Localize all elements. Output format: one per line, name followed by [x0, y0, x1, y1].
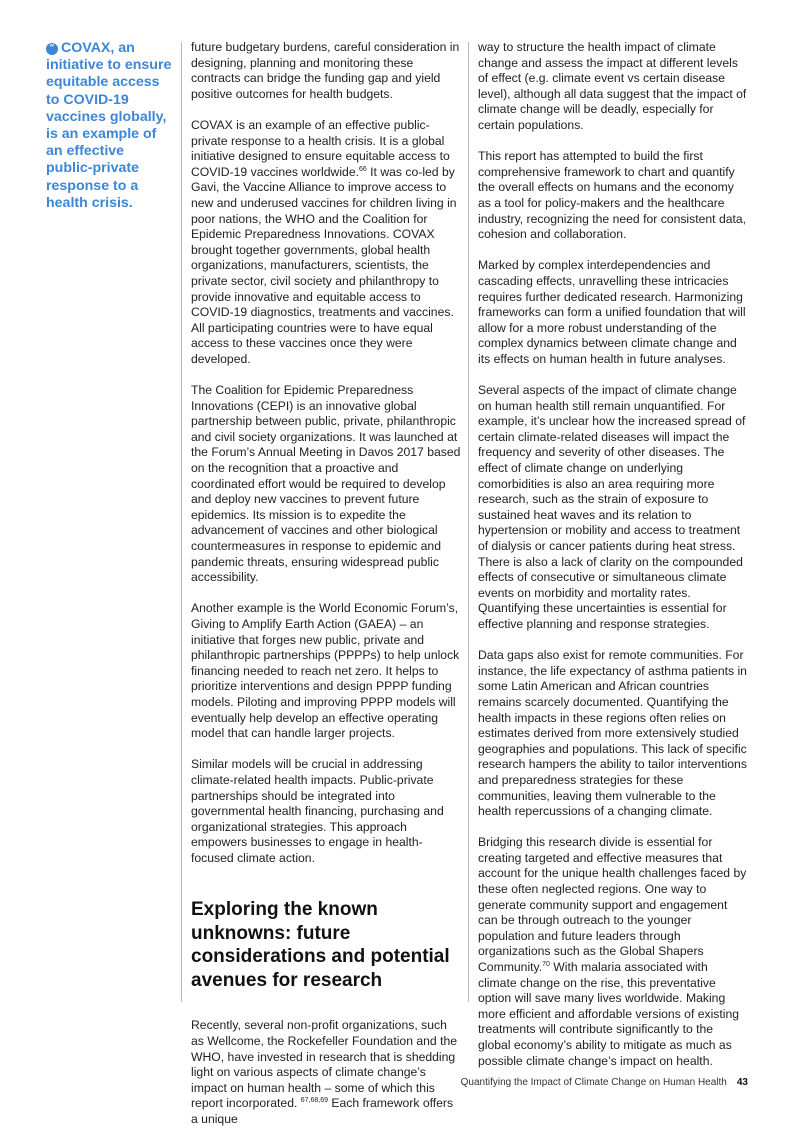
paragraph-text: Each framework offers a unique — [191, 1096, 454, 1127]
paragraph-text: It was co-led by Gavi, the Vaccine Alliance to improve access to new and underused vaccines for children living in poor nations, the WHO and the Coalition for Epidemic Preparedness Innovations. COVAX brought together governments, global health organizations, manufacturers, scientists, the private sector, civil society and philanthropy to provide innovative and equitable access to COVID-19 diagnostics, treatments and vaccines. All participating countries were to have equal access to these vaccines once they were developed. — [191, 164, 457, 366]
pull-quote — [46, 40, 174, 212]
paragraph — [191, 118, 461, 368]
sidebar — [46, 40, 174, 212]
reference-superscript: 67,68,69 — [300, 1097, 328, 1105]
paragraph-text: Recently, several non-profit organizations, such as Wellcome, the Rockefeller Foundation and the WHO, have invested in research that is shedding light on various aspects of climate change’s impact on human health – some of which this report incorporated. — [191, 1018, 458, 1111]
paragraph: Marked by complex interdependencies and cascading effects, unravelling these intricacies requires further dedicated research. Harmonizing frameworks can form a unified foundation that will allow for a more robust understanding of the complex dynamics between climate change and its effects on human health in future analyses. — [478, 258, 746, 366]
footer-title: Quantifying the Impact of Climate Change on Human Health — [460, 1077, 727, 1088]
column-divider-right — [468, 42, 469, 1002]
paragraph: Similar models will be crucial in addressing climate-related health impacts. Public-private partnerships should be integrated into governmental health financing, purchasing and organizational strategies. This approach empowers businesses to engage in health-focused climate action. — [191, 757, 444, 865]
column-divider-left — [181, 42, 182, 1002]
paragraph: Data gaps also exist for remote communities. For instance, the life expectancy of asthma patients in some Latin American and African countries remains scarcely documented. Quantifying the health impacts in these regions often relies on estimates derived from more extensively studied geographies and populations. This lack of specific research hampers the ability to tailor interventions and preparedness strategies for these communities, leaving them vulnerable to the health repercussions of a changing climate. — [478, 648, 747, 819]
paragraph: way to structure the health impact of climate change and assess the impact at different levels of effect (e.g. climate event vs certain disease level), although all data suggest that the impact of climate change will be deadly, especially for certain populations. — [478, 40, 747, 132]
paragraph-text: COVAX is an example of an effective public-private response to a health crisis. It is a global initiative designed to ensure equitable access to COVID-19 vaccines worldwide. — [191, 117, 450, 179]
paragraph — [191, 1018, 461, 1127]
paragraph: This report has attempted to build the first comprehensive framework to chart and quantify the overall effects on humans and the economy as a tool for policy-makers and the healthcare industry, recognizing the need for consistent data, cohesion and collaboration. — [478, 149, 747, 242]
section-heading: Exploring the known unknowns: future considerations and potential avenues for research — [191, 899, 450, 991]
page-number: 43 — [736, 1077, 748, 1088]
reference-superscript: 70 — [542, 961, 550, 969]
text-column-2 — [478, 40, 748, 1069]
paragraph-text: With malaria associated with climate change on the rise, this preventative option will save many lives worldwide. Making more efficient and affordable versions of existing treatments will contribute significantly to the global economy’s ability to mitigate as much as possible climate change’s impact on health. — [478, 960, 740, 1068]
paragraph: future budgetary burdens, careful consideration in designing, planning and monitoring these contracts can bridge the funding gap and yield positive outcomes for health budgets. — [191, 40, 460, 101]
pull-quote-text: COVAX, an initiative to ensure equitable access to COVID-19 vaccines globally, is an example of an effective public-private response to a health crisis. — [46, 40, 172, 211]
paragraph-text: Bridging this research divide is essential for creating targeted and effective measures that account for the unique health challenges faced by these often neglected regions. One way to generate community support and engagement can be through outreach to the younger population and future leaders through organizations such as the Global Shapers Community. — [478, 835, 747, 975]
paragraph — [478, 835, 748, 1069]
reference-superscript: 66 — [358, 165, 367, 173]
text-column-1 — [191, 40, 461, 1128]
paragraph: The Coalition for Epidemic Preparedness Innovations (CEPI) is an innovative global partnership between public, private, philanthropic and civil society organizations. It was launched at the Forum’s Annual Meeting in Davos 2017 based on the recognition that a proactive and coordinated effort would be required to develop and deploy new vaccines to prevent future epidemics. Its mission is to expedite the advancement of vaccines and other biological countermeasures in response to epidemic and pandemic threats, ensuring widespread public accessibility. — [191, 383, 461, 585]
page-footer — [400, 1077, 748, 1088]
paragraph: Another example is the World Economic Forum’s, Giving to Amplify Earth Action (GAEA) – an initiative that forges new public, private and philanthropic partnerships (PPPPs) to help unlock financing needed to reach net zero. It helps to prioritize interventions and design PPPP funding models. Piloting and improving PPPP models will eventually help develop an effective operating model that can handle larger projects. — [191, 601, 460, 741]
paragraph: Several aspects of the impact of climate change on human health still remain unquantified. For example, it’s unclear how the increased spread of certain climate-related diseases will impact the frequency and severity of other diseases. The effect of climate change on underlying comorbidities is also an area requiring more research, such as the strain of exposure to sustained heat waves and its relation to hypertension or mobility and access to treatment of dialysis or cancer patients during heat stress. There is also a lack of clarity on the compounded effects of consecutive or simultaneous climate events on morbidity and mortality rates. Quantifying these uncertainties is essential for effective planning and response strategies. — [478, 383, 746, 631]
quote-icon: “ — [46, 43, 58, 55]
